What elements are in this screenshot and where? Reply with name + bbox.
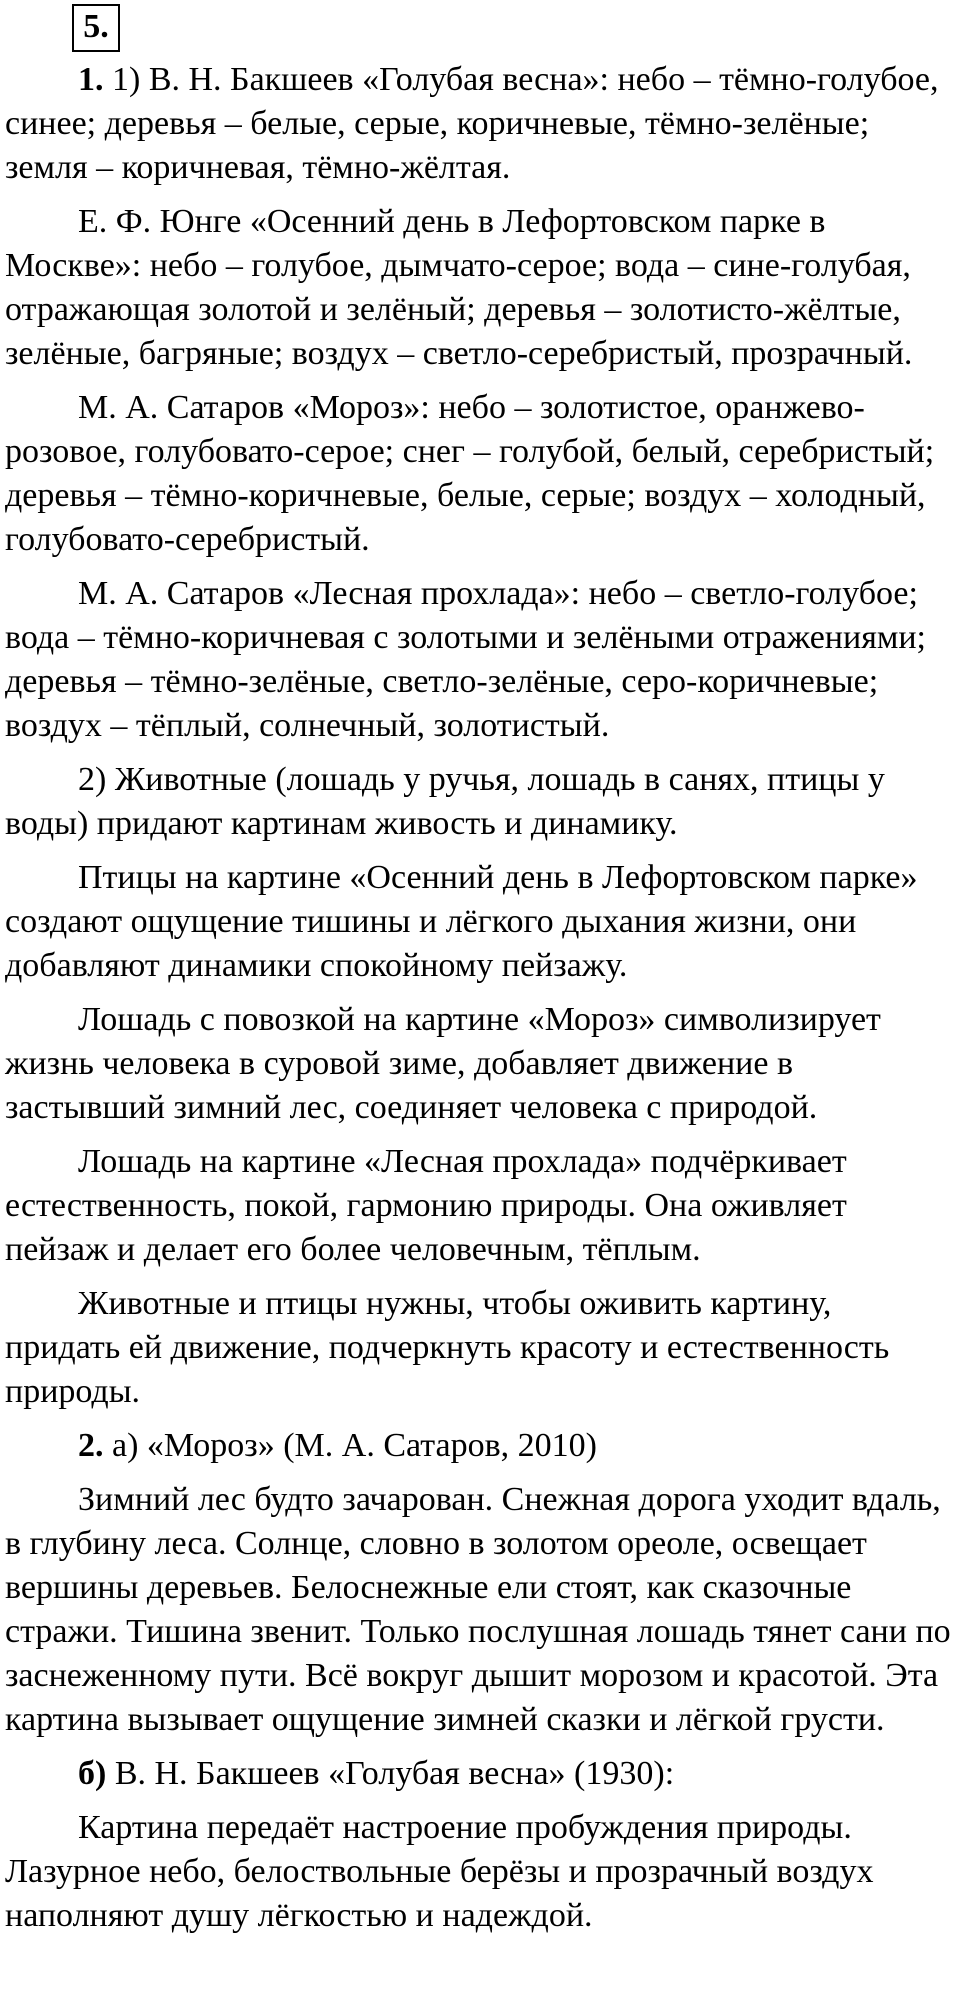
paragraph-3 bbox=[5, 386, 953, 562]
task-number-badge: 5. bbox=[72, 4, 120, 52]
paragraph-8 bbox=[5, 1140, 953, 1272]
answer-text bbox=[5, 58, 953, 1948]
paragraph-2 bbox=[5, 200, 953, 376]
paragraph-text: Е. Ф. Юнге «Осенний день в Лефортовском парке в Москве»: небо – голубое, дымчато-серое; вода – сине-голубая, отражающая золотой и зелёный; деревья – золотисто-жёлтые, зелёные, багряные; воздух – светло-серебристый, прозрачный. bbox=[5, 203, 913, 372]
paragraph-7 bbox=[5, 998, 953, 1130]
paragraph-6 bbox=[5, 856, 953, 988]
paragraph-text: Лошадь на картине «Лесная прохлада» подчёркивает естественность, покой, гармонию природы. Она оживляет пейзаж и делает его более человечным, тёплым. bbox=[5, 1143, 847, 1268]
paragraph-text: Животные и птицы нужны, чтобы оживить картину, придать ей движение, подчеркнуть красоту и естественность природы. bbox=[5, 1285, 890, 1410]
paragraph-text: Птицы на картине «Осенний день в Лефортовском парке» создают ощущение тишины и лёгкого дыхания жизни, они добавляют динамики спокойному пейзажу. bbox=[5, 859, 918, 984]
paragraph-5 bbox=[5, 758, 953, 846]
paragraph-1 bbox=[5, 58, 953, 190]
item-number: б) bbox=[78, 1755, 107, 1792]
paragraph-9 bbox=[5, 1282, 953, 1414]
paragraph-text: В. Н. Бакшеев «Голубая весна» (1930): bbox=[106, 1755, 675, 1792]
paragraph-13 bbox=[5, 1806, 953, 1938]
item-number: 2. bbox=[78, 1427, 104, 1464]
paragraph-text: 2) Животные (лошадь у ручья, лошадь в санях, птицы у воды) придают картинам живость и динамику. bbox=[5, 761, 885, 842]
paragraph-12 bbox=[5, 1752, 953, 1796]
paragraph-text: 1) В. Н. Бакшеев «Голубая весна»: небо – тёмно-голубое, синее; деревья – белые, серые, коричневые, тёмно-зелёные; земля – коричневая, тёмно-жёлтая. bbox=[5, 61, 939, 186]
paragraph-text: М. А. Сатаров «Лесная прохлада»: небо – светло-голубое; вода – тёмно-коричневая с золотыми и зелёными отражениями; деревья – тёмно-зелёные, светло-зелёные, серо-коричневые; воздух – тёплый, солнечный, золотистый. bbox=[5, 575, 926, 744]
paragraph-text: М. А. Сатаров «Мороз»: небо – золотистое, оранжево-розовое, голубовато-серое; снег – голубой, белый, серебристый; деревья – тёмно-коричневые, белые, серые; воздух – холодный, голубовато-серебристый. bbox=[5, 389, 935, 558]
item-number: 1. bbox=[78, 61, 104, 98]
paragraph-10 bbox=[5, 1424, 953, 1468]
paragraph-4 bbox=[5, 572, 953, 748]
paragraph-11 bbox=[5, 1478, 953, 1742]
paragraph-text: Зимний лес будто зачарован. Снежная дорога уходит вдаль, в глубину леса. Солнце, словно в золотом ореоле, освещает вершины деревьев. Белоснежные ели стоят, как сказочные стражи. Тишина звенит. Только послушная лошадь тянет сани по заснеженному пути. Всё вокруг дышит морозом и красотой. Эта картина вызывает ощущение зимней сказки и лёгкой грусти. bbox=[5, 1481, 951, 1738]
paragraph-text: а) «Мороз» (М. А. Сатаров, 2010) bbox=[103, 1427, 597, 1464]
paragraph-text: Лошадь с повозкой на картине «Мороз» символизирует жизнь человека в суровой зиме, добавляет движение в застывший зимний лес, соединяет человека с природой. bbox=[5, 1001, 881, 1126]
paragraph-text: Картина передаёт настроение пробуждения природы. Лазурное небо, белоствольные берёзы и прозрачный воздух наполняют душу лёгкостью и надеждой. bbox=[5, 1809, 874, 1934]
